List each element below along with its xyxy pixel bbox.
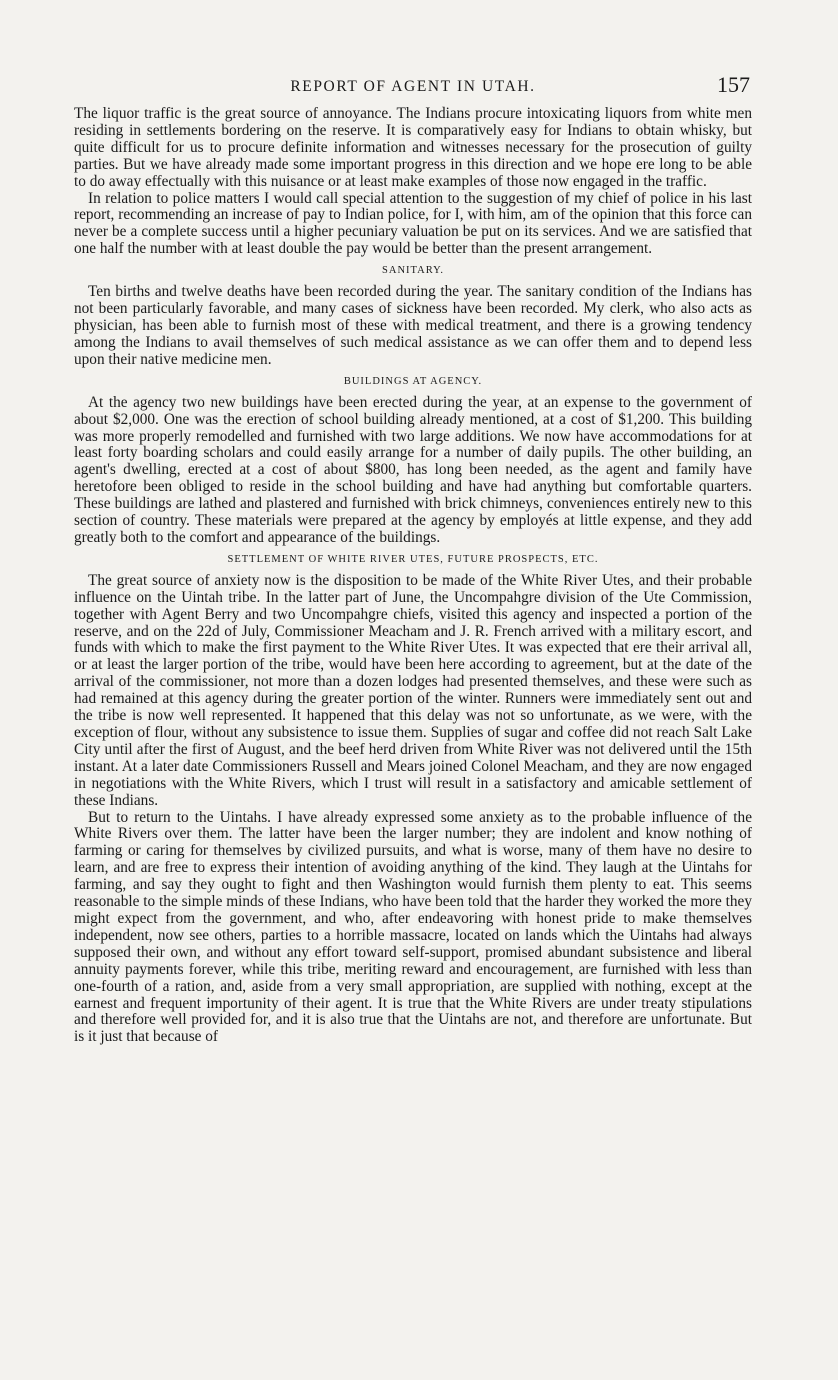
paragraph: Ten births and twelve deaths have been recorded during the year. The sanitary condition of the Indians has not been particularly favorable, and many cases of sickness have been recorded. My clerk, who also acts as physician, has been able to furnish most of these with medical treatment, and there is a growing tendency among the Indians to avail themselves of such medical assistance as we can offer them and to depend less upon their native medicine men. bbox=[74, 283, 752, 368]
running-head: REPORT OF AGENT IN UTAH. bbox=[290, 78, 536, 95]
paragraph: In relation to police matters I would call special attention to the suggestion of my chief of police in his last report, recommending an increase of pay to Indian police, for I, with him, am of the opinion that this force can never be a complete success until a higher pecuniary valuation be put on its services. And we are satisfied that one half the number with at least double the pay would be better than the present arrangement. bbox=[74, 189, 752, 258]
page-number: 157 bbox=[717, 72, 750, 97]
section-heading: SANITARY. bbox=[382, 265, 444, 277]
section-heading: SETTLEMENT OF WHITE RIVER UTES, FUTURE PROSPECTS, ETC. bbox=[227, 553, 599, 565]
sanitary-section bbox=[74, 264, 752, 369]
paragraph: But to return to the Uintahs. I have already expressed some anxiety as to the probable influence of the White Rivers over them. The latter have been the larger number; they are indolent and know nothing of farming or caring for themselves by civilized pursuits, and what is worse, many of them have no desire to learn, and are free to express their intention of avoiding anything of the kind. They laugh at the Uintahs for farming, and say they ought to fight and then Washington would furnish them plenty to eat. This seems reasonable to the simple minds of these Indians, who have been told that the harder they worked the more they might expect from the government, and who, after endeavoring with honest pride to make themselves independent, now see others, parties to a horrible massacre, located on lands which the Uintahs had always supposed their own, and without any effort toward self-support, promised abundant subsistence and liberal annuity payments forever, while this tribe, meriting reward and encouragement, are furnished with less than one-fourth of a ration, and, aside from a very small appropriation, are supplied with nothing, except at the earnest and frequent importunity of their agent. It is true that the White Rivers are under treaty stipulations and therefore well provided for, and it is also true that the Uintahs are not, and therefore are unfortunate. But is it just that because of bbox=[74, 808, 752, 1046]
document-page bbox=[74, 72, 752, 1046]
paragraph: At the agency two new buildings have been erected during the year, at an expense to the government of about $2,000. One was the erection of school building already mentioned, at a cost of $1,200. This building was more properly remodelled and furnished with two large additions. We now have accommodations for at least forty boarding scholars and could easily arrange for a number of daily pupils. The other building, an agent's dwelling, erected at a cost of about $800, has long been needed, as the agent and family have heretofore been obliged to reside in the school building and have had anything but comfortable quarters. These buildings are lathed and plastered and furnished with brick chimneys, conveniences entirely new to this section of country. These materials were prepared at the agency by employés at little expense, and they add greatly both to the comfort and appearance of the buildings. bbox=[74, 393, 752, 546]
buildings-section bbox=[74, 375, 752, 547]
intro-section bbox=[74, 106, 752, 258]
page-header bbox=[74, 72, 752, 102]
paragraph: The liquor traffic is the great source of annoyance. The Indians procure intoxicating liquors from white men residing in settlements bordering on the reserve. It is comparatively easy for Indians to obtain whisky, but quite difficult for us to procure definite information and witnesses necessary for the prosecution of guilty parties. But we have already made some important progress in this direction and we hope ere long to be able to do away effectually with this nuisance or at least make examples of those now engaged in the traffic. bbox=[74, 105, 752, 190]
settlement-section bbox=[74, 553, 752, 1046]
section-heading: BUILDINGS AT AGENCY. bbox=[343, 375, 483, 387]
paragraph: The great source of anxiety now is the disposition to be made of the White River Utes, and their probable influence on the Uintah tribe. In the latter part of June, the Uncompahgre division of the Ute Commission, together with Agent Berry and two Uncompahgre chiefs, visited this agency and inspected a portion of the reserve, and on the 22d of July, Commissioner Meacham and J. R. French arrived with a military escort, and funds with which to make the first payment to the White River Utes. It was expected that ere their arrival all, or at least the larger portion of the tribe, would have been here according to agreement, but at the date of the arrival of the commissioner, not more than a dozen lodges had presented themselves, and these were such as had remained at this agency during the greater portion of the winter. Runners were immediately sent out and the tribe is now well represented. It happened that this delay was not so unfortunate, as we were, with the exception of flour, without any subsistence to issue them. Supplies of sugar and coffee did not reach Salt Lake City until after the first of August, and the beef herd driven from White River was not delivered until the 15th instant. At a later date Commissioners Russell and Mears joined Colonel Meacham, and they are now engaged in negotiations with the White Rivers, which I trust will result in a satisfactory and amicable settlement of these Indians. bbox=[74, 571, 752, 809]
